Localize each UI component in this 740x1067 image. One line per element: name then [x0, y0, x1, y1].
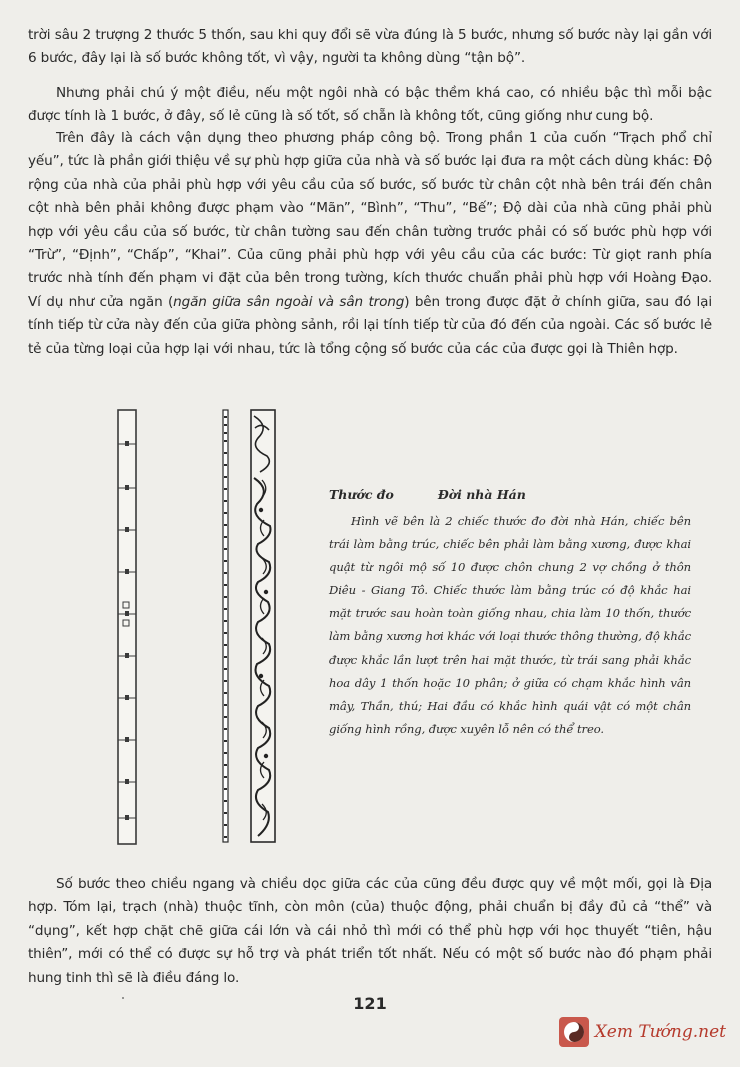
watermark-text: Xem Tướng.net — [594, 1022, 726, 1042]
caption-title-left: Thước đo — [329, 487, 394, 502]
paragraph-4-text: Số bước theo chiều ngang và chiều dọc giữa các của cũng đều được quy về một mối, gọi là Địa hợp. Tóm lại, trạch (nhà) thuộc tĩnh, còn môn (của) thuộc động, phải chuẩn bị đầy đủ cả “thể” và “dụng”, kết hợp chặt chẽ giữa cái lớn và cái nhỏ thì mới có thể phù hợp với học thuyết “tiên, hậu thiên”, mới có thể có được sự hỗ trợ và phát triển tốt nhất. Nếu có một số bước nào đó phạm phải hung tinh thì sẽ là điều đáng lo. — [28, 876, 712, 986]
watermark — [559, 1014, 726, 1050]
caption-title-right: Đời nhà Hán — [437, 487, 526, 502]
paragraph-3-text: Trên đây là cách vận dụng theo phương pháp công bộ. Trong phần 1 của cuốn “Trạch phổ chỉ yếu”, tức là phần giới thiệu về sự phù hợp giữa của nhà và số bước lại đưa ra một cách dùng khác: Độ rộng của nhà của phải phù hợp với yêu cầu của số bước, số bước từ chân cột nhà bên trái đến chân cột nhà bên phải không được phạm vào “Mãn”, “Bình”, “Thu”, “Bế”; Độ dài của nhà cũng phải phù hợp với yêu cầu của số bước, từ chân tường sau đến chân tường trước phải có số bước phù hợp với “Trừ”, “Định”, “Chấp”, “Khai”. Của cũng phải phù hợp với yêu cầu của các bước: Từ giọt ranh phía trước nhà tính đến phạm vi đặt của bên trong tường, kích thước chuẩn phải phù hợp với Hoàng Đạo. Ví dụ như cửa ngăn ( — [28, 130, 712, 310]
yin-yang-icon — [559, 1017, 589, 1047]
paragraph-3-end: ) bên trong được đặt ở chính giữa, sau đó lại tính tiếp từ cửa này đến của giữa phòng sảnh, rồi lại tính tiếp từ của đó đến của ngoài. Các số bước lẻ tẻ của từng loại của hợp lại với nhau, tức là tổng cộng số bước của các của được gọi là Thiên hợp. — [28, 293, 712, 357]
paragraph-2 — [28, 82, 712, 129]
paragraph-3 — [28, 127, 712, 361]
page-number: 121 — [353, 994, 387, 1013]
bone-ruler-icon — [223, 410, 275, 842]
han-rulers-figure — [112, 408, 302, 848]
paragraph-2-text: Nhưng phải chú ý một điều, nếu một ngôi nhà có bậc thềm khá cao, có nhiều bậc thì mỗi bậc được tính là 1 bước, ở đây, số lẻ cũng là số tốt, số chẵn là không tốt, cũng giống như cung bộ. — [28, 85, 712, 125]
figure-caption — [329, 487, 691, 741]
bamboo-ruler-icon — [118, 410, 136, 844]
paragraph-3-italic: ngăn giữa sân ngoài và sân trong — [173, 293, 405, 310]
speck — [122, 997, 124, 999]
caption-body: Hình vẽ bên là 2 chiếc thước đo đời nhà Hán, chiếc bên trái làm bằng trúc, chiếc bên phải làm bằng xương, được khai quật từ ngôi mộ số 10 được chôn chung 2 vợ chồng ở thôn Diêu - Giang Tô. Chiếc thước làm bằng trúc có độ khắc hai mặt trước sau hoàn toàn giống nhau, chia làm 10 thốn, thước làm bằng xương hơi khác với loại thước thông thường, độ khắc được khắc lần lượt trên hai mặt thước, từ trái sang phải khắc hoa dây 1 thốn hoặc 10 phân; ở giữa có chạm khắc hình vân mây, Thần, thú; Hai đầu có khắc hình quái vật có một chân giống hình rồng, được xuyên lỗ nên có thể treo. — [329, 514, 691, 736]
caption-title — [329, 487, 691, 502]
paragraph-1: trời sâu 2 trượng 2 thước 5 thốn, sau khi quy đổi sẽ vừa đúng là 5 bước, nhưng số bước này lại gần với 6 bước, đây lại là số bước không tốt, vì vậy, người ta không dùng “tận bộ”. — [28, 27, 712, 67]
paragraph-4 — [28, 873, 712, 990]
